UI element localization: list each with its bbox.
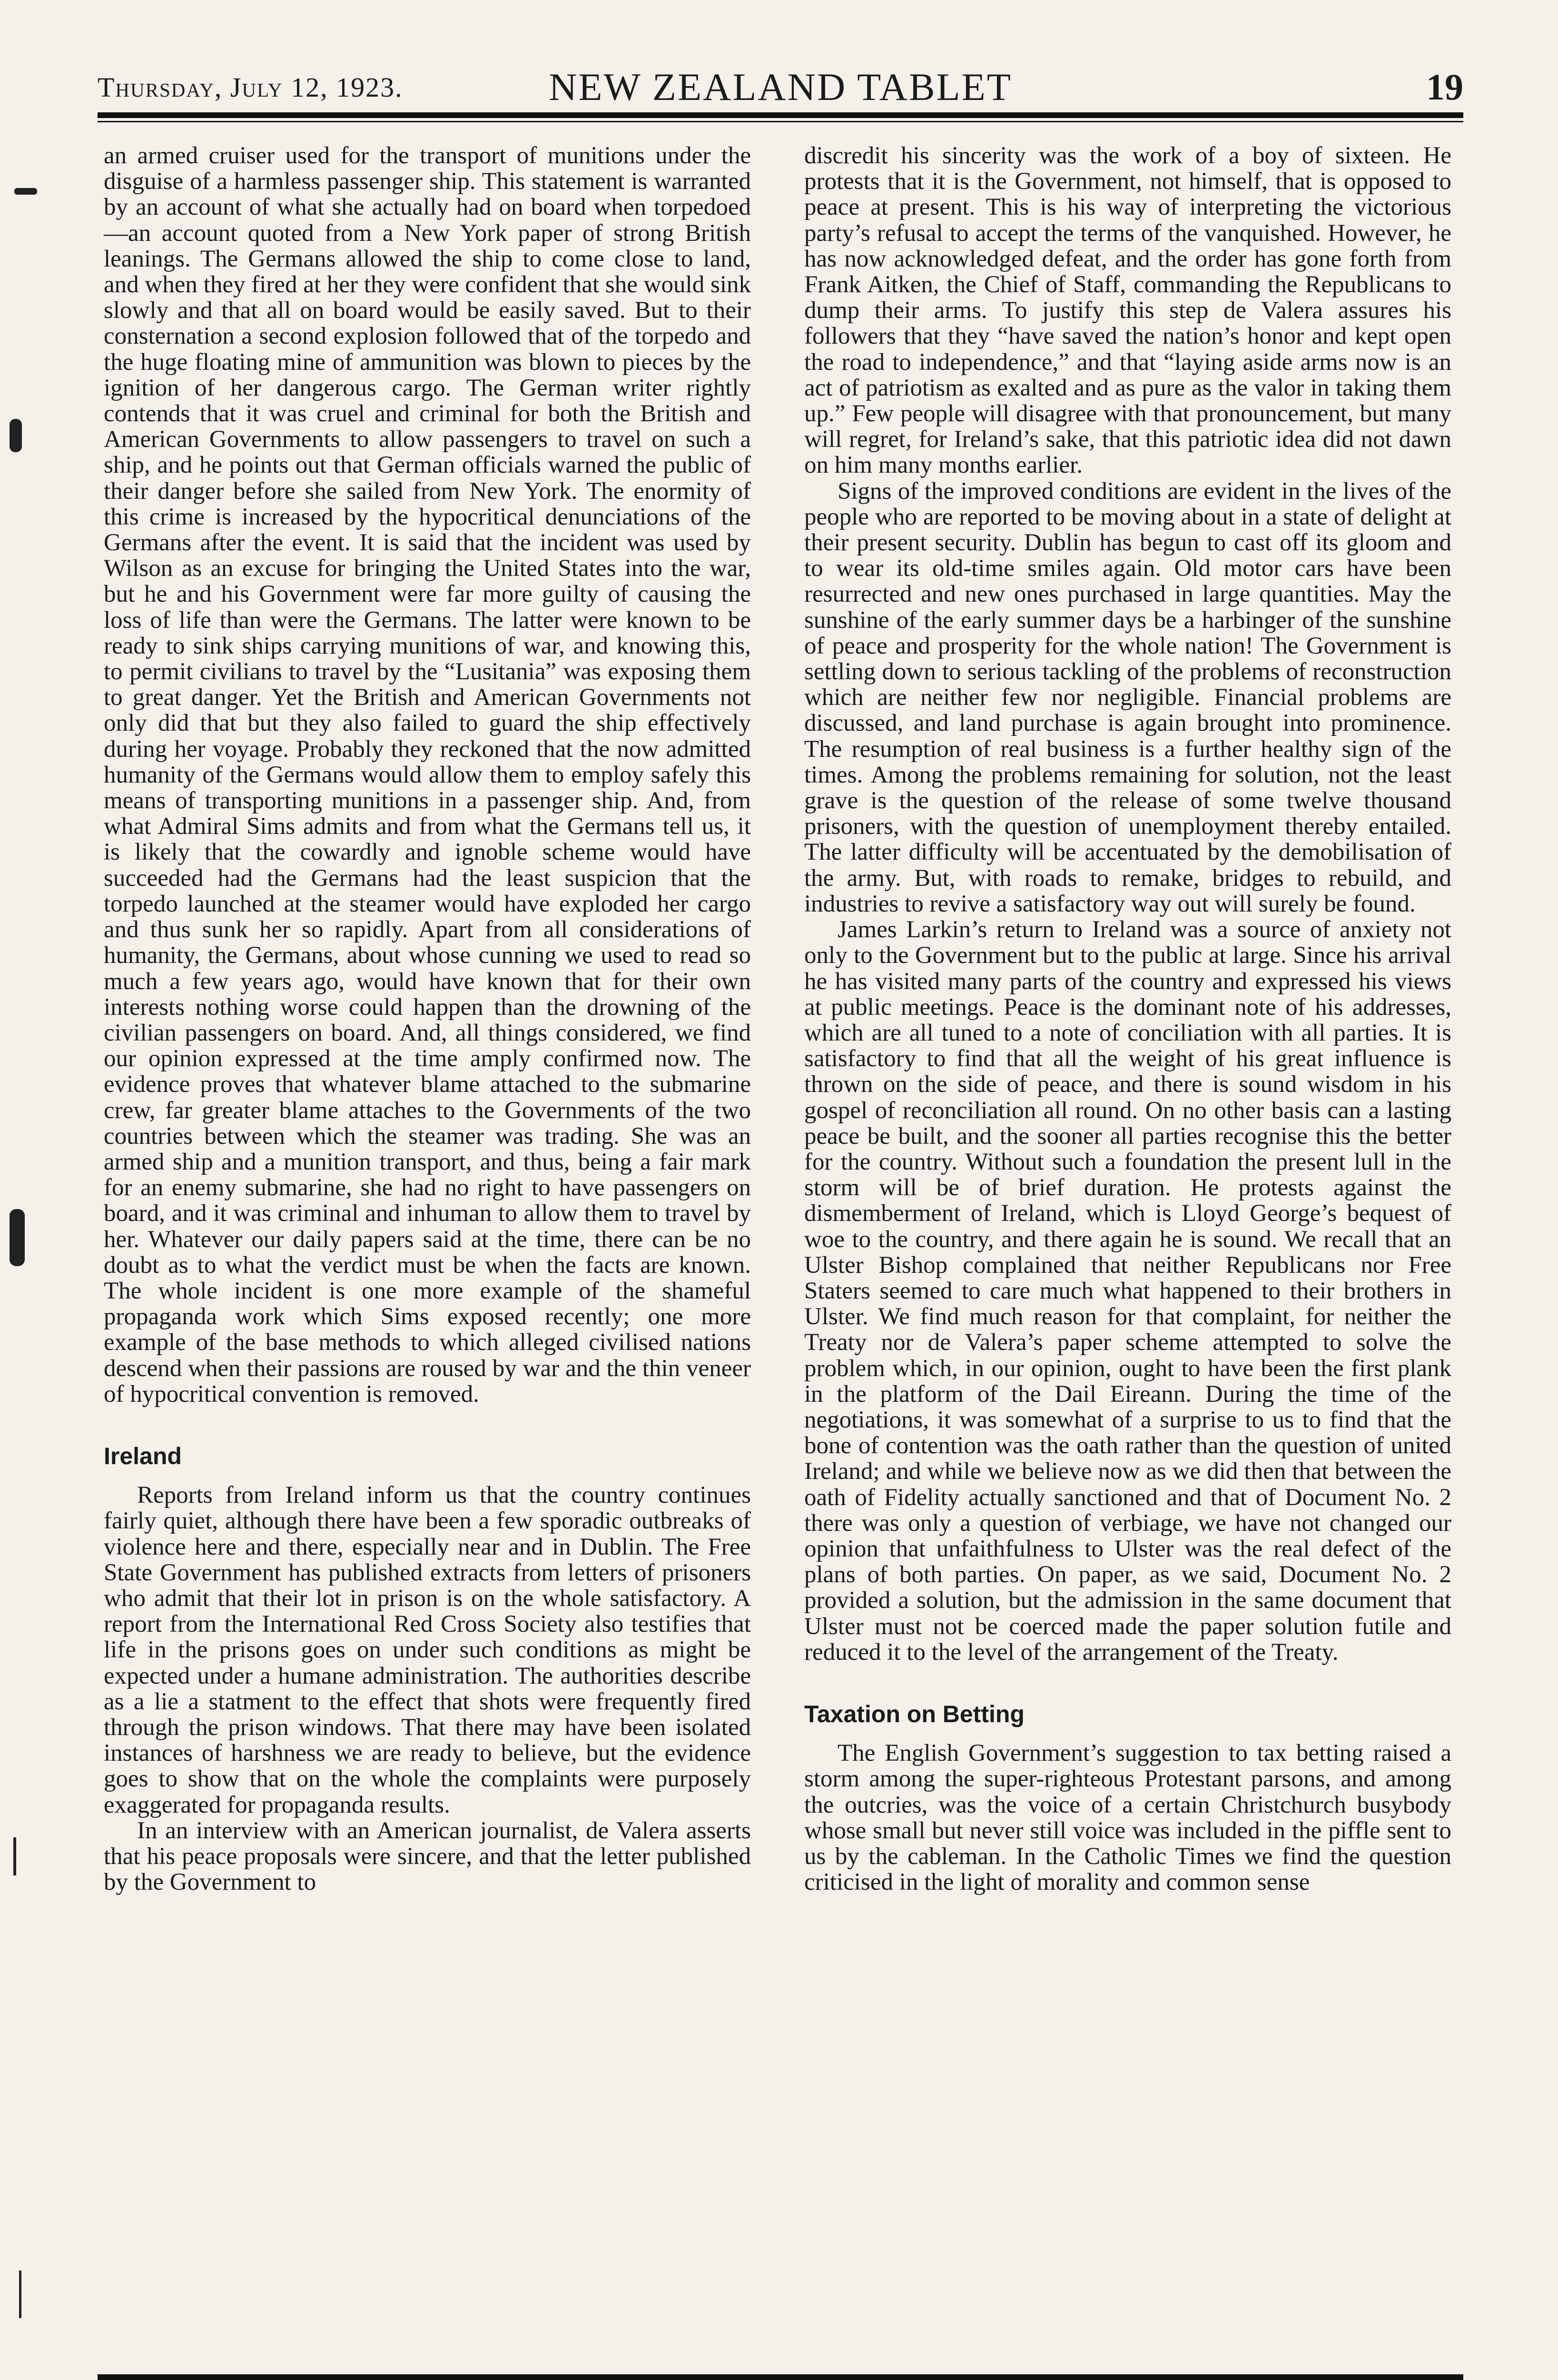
margin-mark bbox=[19, 2271, 21, 2318]
margin-mark bbox=[14, 188, 37, 195]
issue-date: Thursday, July 12, 1923. bbox=[98, 72, 403, 103]
left-column bbox=[104, 143, 751, 1895]
margin-mark bbox=[10, 1209, 25, 1266]
masthead-title: NEW ZEALAND TABLET bbox=[549, 65, 1012, 109]
article-paragraph: an armed cruiser used for the transport of munitions under the disguise of a harmless passenger ship. This statement is warranted by an account of what she actually had on board when torpedoed—an account quoted from a New York paper of strong British leanings. The Germans allowed the ship to come close to land, and when they fired at her they were confident that she would sink slowly and that all on board would be easily saved. But to their consternation a second explosion followed that of the torpedo and the huge floating mine of ammunition was blown to pieces by the ignition of her dangerous cargo. The German writer rightly contends that it was cruel and criminal for both the British and American Governments to allow passengers to travel on such a ship, and he points out that German officials warned the public of their danger before she sailed from New York. The enormity of this crime is increased by the hypocritical denunciations of the Germans after the event. It is said that the incident was used by Wilson as an excuse for bringing the United States into the war, but he and his Government were far more guilty of causing the loss of life than were the Germans. The latter were known to be ready to sink ships carrying munitions of war, and knowing this, to permit civilians to travel by the “Lusitania” was exposing them to great danger. Yet the British and American Governments not only did that but they also failed to guard the ship effectively during her voyage. Probably they reckoned that the now admitted humanity of the Germans would allow them to employ safely this means of transporting munitions in a passenger ship. And, from what Admiral Sims admits and from what the Germans tell us, it is likely that the cowardly and ignoble scheme would have succeeded had the Germans had the least suspicion that the torpedo launched at the steamer would have exploded her cargo and thus sunk her so rapidly. Apart from all considerations of humanity, the Germans, about whose cunning we used to read so much a few years ago, would have known that for their own interests nothing worse could happen than the drowning of the civilian passengers on board. And, all things considered, we find our opinion expressed at the time amply confirmed now. The evidence proves that whatever blame attached to the submarine crew, far greater blame attaches to the Governments of the two countries between which the steamer was trading. She was an armed ship and a munition transport, and thus, being a fair mark for an enemy submarine, she had no right to have passengers on board, and it was criminal and inhuman to allow them to travel by her. Whatever our daily papers said at the time, there can be no doubt as to what the verdict must be when the facts are known. The whole incident is one more example of the shameful propaganda work which Sims exposed recently; one more example of the base methods to which alleged civilised nations descend when their passions are roused by war and the thin veneer of hypocritical convention is removed. bbox=[104, 142, 751, 1408]
right-column bbox=[804, 143, 1451, 1895]
margin-mark bbox=[10, 419, 22, 452]
article-paragraph: discredit his sincerity was the work of a boy of sixteen. He protests that it is the Government, not himself, that is opposed to peace at present. This is his way of interpreting the victorious party’s refusal to accept the terms of the vanquished. However, he has now acknowledged defeat, and the order has gone forth from Frank Aitken, the Chief of Staff, commanding the Republicans to dump their arms. To justify this step de Valera assures his followers that they “have saved the nation’s honor and kept open the road to independence,” and that “laying aside arms now is an act of patriotism as exalted and as pure as the valor in taking them up.” Few people will disagree with that pronouncement, but many will regret, for Ireland’s sake, that this patriotic idea did not dawn on him many months earlier. bbox=[804, 142, 1451, 479]
section-heading-ireland: Ireland bbox=[104, 1442, 182, 1469]
article-paragraph: The English Government’s suggestion to tax betting raised a storm among the super-righteous Protestant parsons, and among the outcries, was the voice of a certain Christchurch busybody whose small but never still voice was included in the piffle sent to us by the cableman. In the Catholic Times we find the question criticised in the light of morality and common sense bbox=[804, 1740, 1451, 1896]
page-number: 19 bbox=[1426, 66, 1463, 108]
page-header bbox=[98, 62, 1463, 114]
article-paragraph: Reports from Ireland inform us that the country continues fairly quiet, although there have been a few sporadic outbreaks of violence here and there, especially near and in Dublin. The Free State Government has published extracts from letters of prisoners who admit that their lot in prison is on the whole satisfactory. A report from the International Red Cross Society also testifies that life in the prisons goes on under such conditions as might be expected under a humane administration. The authorities describe as a lie a statment to the effect that shots were frequently fired through the prison windows. That there may have been isolated instances of harshness we are ready to believe, but the evidence goes to show that on the whole the complaints were purposely exaggerated for propaganda results. bbox=[104, 1482, 751, 1818]
header-rule-thin bbox=[98, 121, 1463, 122]
article-paragraph: Signs of the improved conditions are evident in the lives of the people who are reported to be moving about in a state of delight at their present security. Dublin has begun to cast off its gloom and to wear its old-time smiles again. Old motor cars have been resurrected and new ones purchased in large quantities. May the sunshine of the early summer days be a harbinger of the sunshine of peace and prosperity for the whole nation! The Government is settling down to serious tackling of the problems of reconstruction which are neither few nor negligible. Financial problems are discussed, and land purchase is again brought into prominence. The resumption of real business is a further healthy sign of the times. Among the problems remaining for solution, not the least grave is the question of the release of some twelve thousand prisoners, with the question of unemployment thereby entailed. The latter difficulty will be accentuated by the demobilisation of the army. But, with roads to remake, bridges to rebuild, and industries to revive a satisfactory way out will surely be found. bbox=[804, 477, 1451, 917]
margin-mark bbox=[13, 1837, 16, 1875]
article-paragraph: In an interview with an American journalist, de Valera asserts that his peace proposals were sincere, and that the letter published by the Government to bbox=[104, 1817, 751, 1896]
header-rule bbox=[98, 112, 1463, 118]
section-heading-taxation: Taxation on Betting bbox=[804, 1700, 1025, 1727]
footer-rule bbox=[98, 2374, 1463, 2380]
article-paragraph: James Larkin’s return to Ireland was a source of anxiety not only to the Government but to the public at large. Since his arrival he has visited many parts of the country and expressed his views at public meetings. Peace is the dominant note of his addresses, which are all tuned to a note of conciliation with all parties. It is satisfactory to find that all the weight of his great influence is thrown on the side of peace, and there is sound wisdom in his gospel of reconciliation all round. On no other basis can a lasting peace be built, and the sooner all parties recognise this the better for the country. Without such a foundation the present lull in the storm will be of brief duration. He protests against the dismemberment of Ireland, which is Lloyd George’s bequest of woe to the country, and there again he is sound. We recall that an Ulster Bishop complained that neither Republicans nor Free Staters seemed to care much what happened to their brothers in Ulster. We find much reason for that complaint, for neither the Treaty nor de Valera’s paper scheme attempted to solve the problem which, in our opinion, ought to have been the first plank in the platform of the Dail Eireann. During the time of the negotiations, it was somewhat of a surprise to us to find that the bone of contention was the oath rather than the question of united Ireland; and while we believe now as we did then that between the oath of Fidelity actually sanctioned and that of Document No. 2 there was only a question of verbiage, we have not changed our opinion that unfaithfulness to Ulster was the real defect of the plans of both parties. On paper, as we said, Document No. 2 provided a solution, but the admission in the same document that Ulster must not be coerced made the paper solution futile and reduced it to the level of the arrangement of the Treaty. bbox=[804, 916, 1451, 1666]
